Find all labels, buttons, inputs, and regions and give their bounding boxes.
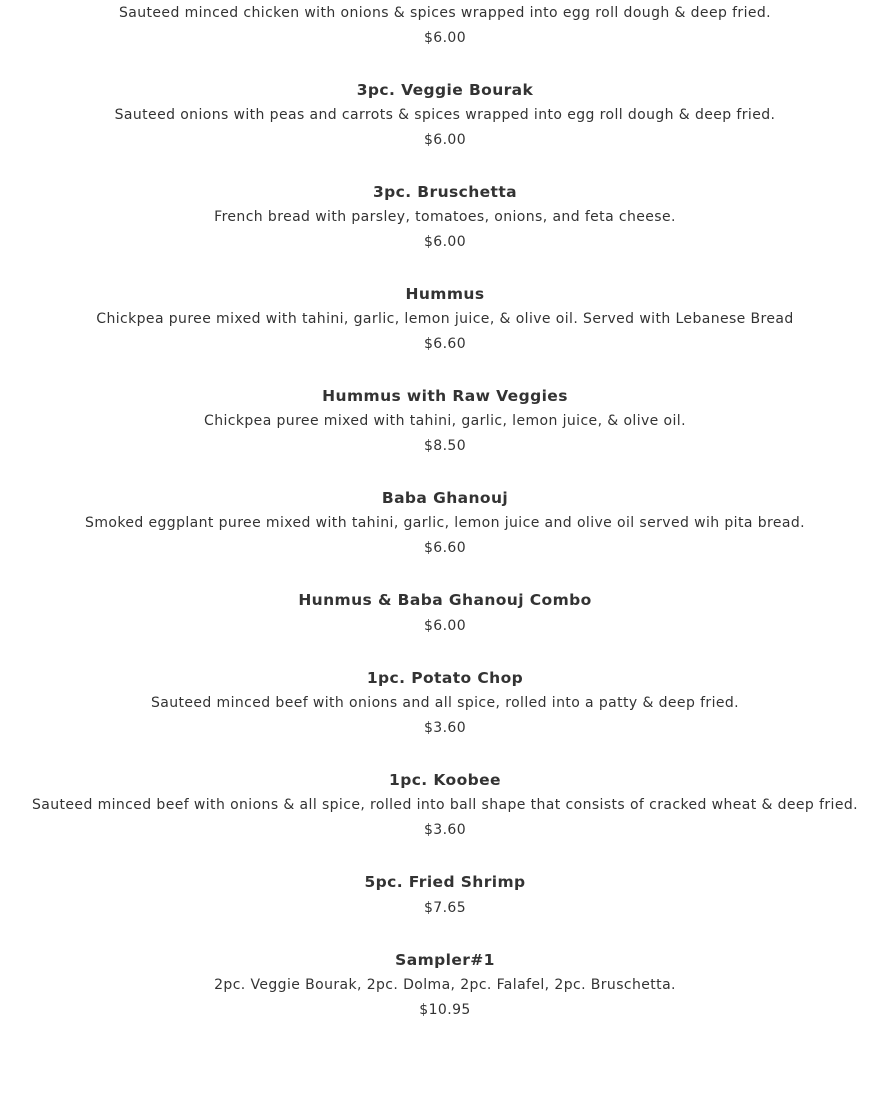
menu-item-name: 3pc. Veggie Bourak [356, 81, 534, 99]
menu-item-description: Sauteed onions with peas and carrots & spices wrapped into egg roll dough & deep fried. [114, 107, 776, 123]
menu-item-name: 3pc. Bruschetta [372, 183, 518, 201]
menu-item-price: $6.60 [423, 540, 467, 556]
menu-item-name: Hummus [405, 285, 485, 303]
menu-item-hummus [0, 282, 890, 358]
menu-item-hummus-raw-veggies [0, 384, 890, 460]
menu-item-koobee [0, 768, 890, 844]
menu-item-name: Hummus with Raw Veggies [322, 387, 568, 405]
menu-item-description: Sauteed minced beef with onions & all spice, rolled into ball shape that consists of cracked wheat & deep fried. [31, 797, 858, 813]
menu-item-veggie-bourak [0, 78, 890, 154]
menu-item-description: French bread with parsley, tomatoes, onions, and feta cheese. [214, 209, 676, 225]
menu-item-name: Sampler#1 [395, 951, 495, 969]
menu-item-price: $6.00 [423, 30, 467, 46]
menu-item-baba-ghanouj [0, 486, 890, 562]
menu-item-bruschetta [0, 180, 890, 256]
menu-item-description: Chickpea puree mixed with tahini, garlic, lemon juice, & olive oil. [204, 413, 686, 429]
menu-item-price: $6.00 [423, 618, 467, 634]
menu-item-potato-chop [0, 666, 890, 742]
menu-item-price: $8.50 [423, 438, 467, 454]
menu-item-price: $6.00 [423, 234, 467, 250]
menu-item-price: $6.60 [423, 336, 467, 352]
menu-item-sampler-1 [0, 948, 890, 1024]
menu-item-price: $10.95 [419, 1002, 471, 1018]
menu-item-price: $3.60 [423, 822, 467, 838]
menu-item-name: 5pc. Fried Shrimp [364, 873, 526, 891]
menu-item-description: Smoked eggplant puree mixed with tahini, garlic, lemon juice and olive oil served wih pita bread. [85, 515, 805, 531]
menu-item-description: 2pc. Veggie Bourak, 2pc. Dolma, 2pc. Falafel, 2pc. Bruschetta. [214, 977, 676, 993]
menu-item-price: $7.65 [423, 900, 467, 916]
menu-item-price: $6.00 [423, 132, 467, 148]
menu-item-name: Hunmus & Baba Ghanouj Combo [298, 591, 592, 609]
menu-item-name: 1pc. Koobee [389, 771, 501, 789]
menu-item-description: Sauteed minced chicken with onions & spices wrapped into egg roll dough & deep fried. [118, 5, 772, 21]
menu-item-description: Sauteed minced beef with onions and all spice, rolled into a patty & deep fried. [150, 695, 740, 711]
menu-item-name: Baba Ghanouj [381, 489, 509, 507]
menu-item-description: Chickpea puree mixed with tahini, garlic, lemon juice, & olive oil. Served with Lebanese Bread [96, 311, 794, 327]
menu-item-price: $3.60 [423, 720, 467, 736]
menu-item-fried-shrimp [0, 870, 890, 922]
menu-item-chicken-bourak [0, 0, 890, 52]
menu-item-name: 1pc. Potato Chop [366, 669, 524, 687]
menu-item-hummus-baba-combo [0, 588, 890, 640]
